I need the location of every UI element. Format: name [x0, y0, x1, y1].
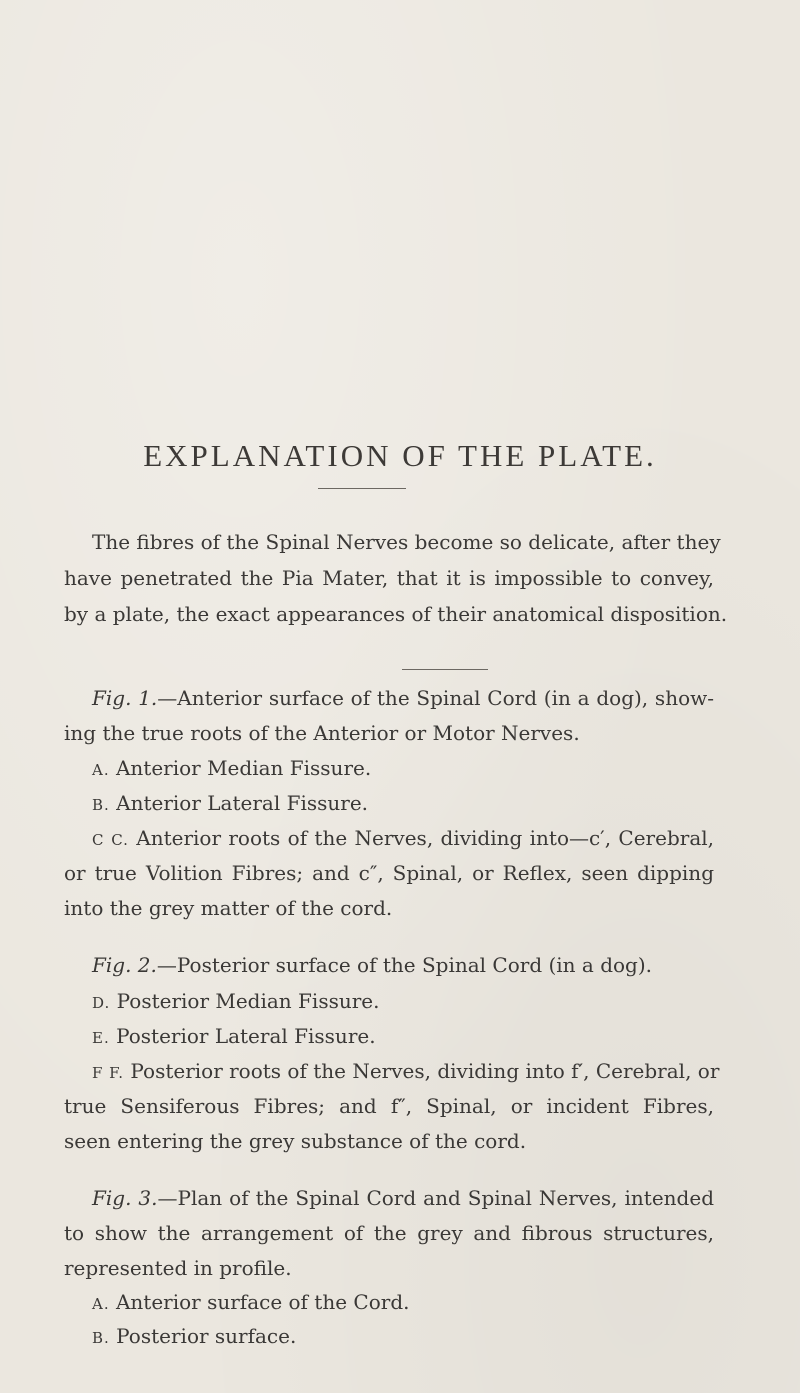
fig1-heading-line-2: ing the true roots of the Anterior or Motor Nerves.: [64, 721, 580, 745]
fig1-label: Fig. 1.: [92, 686, 158, 710]
item-letter: A.: [92, 1295, 110, 1313]
fig2-item-f-line-3: seen entering the grey substance of the cord.: [64, 1129, 527, 1153]
intro-line-2: have penetrated the Pia Mater, that it is impossible to convey,: [64, 566, 714, 590]
fig1-heading-line-1: Fig. 1.—Anterior surface of the Spinal Cord (in a dog), show-: [92, 686, 714, 710]
fig1-item-c-line-3: into the grey matter of the cord.: [64, 896, 393, 920]
title-divider: [318, 488, 406, 489]
item-letter: A.: [92, 761, 110, 779]
fig2-item-e: [92, 1024, 376, 1048]
item-letter: F F.: [92, 1064, 125, 1082]
fig2-item-f-line-2: true Sensiferous Fibres; and f″, Spinal, or incident Fibres,: [64, 1094, 714, 1118]
fig3-item-a: [92, 1290, 409, 1314]
fig3-heading-line-3: represented in profile.: [64, 1256, 292, 1280]
fig3-heading-line-2: to show the arrangement of the grey and fibrous structures,: [64, 1221, 714, 1245]
fig2-item-d: [92, 989, 379, 1013]
item-letter: B.: [92, 796, 110, 814]
item-text: Anterior surface of the Cord.: [115, 1290, 410, 1314]
fig2-label: Fig. 2.: [92, 953, 157, 977]
fig1-item-b: [92, 791, 368, 815]
item-letter: B.: [92, 1329, 110, 1347]
fig3-item-b: [92, 1324, 296, 1348]
intro-line-1: The fibres of the Spinal Nerves become so delicate, after they: [92, 530, 721, 554]
item-letter: C C.: [92, 831, 129, 849]
section-divider: [402, 669, 488, 670]
fig1-item-c-line-1: C C. Anterior roots of the Nerves, dividing into—c′, Cerebral,: [92, 826, 714, 850]
item-text: Posterior surface.: [116, 1324, 297, 1348]
page-title: EXPLANATION OF THE PLATE.: [143, 438, 657, 473]
fig3-heading-line-1: Fig. 3.—Plan of the Spinal Cord and Spinal Nerves, intended: [92, 1186, 714, 1210]
fig3-label: Fig. 3.: [92, 1186, 158, 1210]
item-letter: D.: [92, 994, 111, 1012]
item-letter: E.: [92, 1029, 110, 1047]
fig1-item-c-line-2: or true Volition Fibres; and c″, Spinal, or Reflex, seen dipping: [64, 861, 714, 885]
fig2-item-f-line-1: F F. Posterior roots of the Nerves, dividing into f′, Cerebral, or: [92, 1059, 720, 1083]
item-text: Posterior Median Fissure.: [116, 989, 380, 1013]
intro-line-3: by a plate, the exact appearances of their anatomical disposition.: [64, 602, 728, 626]
fig1-item-a: [92, 756, 371, 780]
item-text: Anterior Lateral Fissure.: [116, 791, 369, 815]
fig2-heading: Fig. 2.—Posterior surface of the Spinal Cord (in a dog).: [92, 953, 653, 977]
item-text: Anterior Median Fissure.: [115, 756, 372, 780]
item-text: Posterior Lateral Fissure.: [116, 1024, 376, 1048]
